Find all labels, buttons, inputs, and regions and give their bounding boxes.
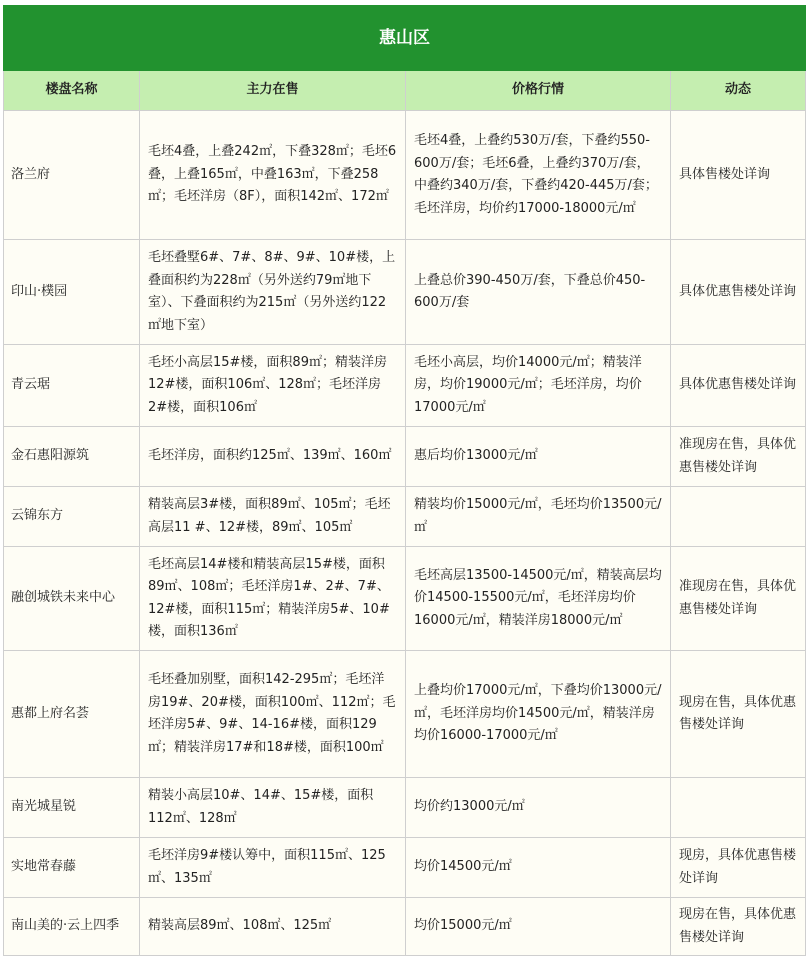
table-row <box>4 427 806 487</box>
cell-name: 金石惠阳源筑 <box>4 427 140 487</box>
cell-status: 具体优惠售楼处详询 <box>671 240 806 345</box>
cell-supply: 毛坯叠加别墅，面积142-295㎡；毛坯洋房19#、20#楼，面积100㎡、112㎡；毛坯洋房5#、9#、14-16#楼，面积129㎡；精装洋房17#和18#楼，面积100㎡ <box>140 651 406 778</box>
cell-name: 南山美的·云上四季 <box>4 898 140 956</box>
cell-status: 现房在售，具体优惠售楼处详询 <box>671 651 806 778</box>
property-table <box>3 5 806 956</box>
table-row <box>4 240 806 345</box>
header-price: 价格行情 <box>406 71 671 111</box>
cell-price: 均价15000元/㎡ <box>406 898 671 956</box>
header-name: 楼盘名称 <box>4 71 140 111</box>
cell-supply: 精装小高层10#、14#、15#楼，面积112㎡、128㎡ <box>140 778 406 838</box>
cell-name: 融创城铁未来中心 <box>4 547 140 651</box>
cell-name: 云锦东方 <box>4 487 140 547</box>
table-row <box>4 898 806 956</box>
cell-price: 上叠均价17000元/㎡，下叠均价13000元/㎡，毛坯洋房均价14500元/㎡，精装洋房均价16000-17000元/㎡ <box>406 651 671 778</box>
cell-name: 惠都上府名荟 <box>4 651 140 778</box>
table-row <box>4 487 806 547</box>
table-row <box>4 778 806 838</box>
cell-supply: 毛坯小高层15#楼，面积89㎡；精装洋房12#楼，面积106㎡、128㎡；毛坯洋房2#楼，面积106㎡ <box>140 345 406 427</box>
cell-name: 青云琚 <box>4 345 140 427</box>
cell-price: 上叠总价390-450万/套，下叠总价450-600万/套 <box>406 240 671 345</box>
table-row <box>4 345 806 427</box>
cell-supply: 精装高层89㎡、108㎡、125㎡ <box>140 898 406 956</box>
cell-name: 洛兰府 <box>4 111 140 240</box>
table-row <box>4 111 806 240</box>
cell-supply: 毛坯叠墅6#、7#、8#、9#、10#楼，上叠面积约为228㎡（另外送约79㎡地下室）、下叠面积约为215㎡（另外送约122㎡地下室） <box>140 240 406 345</box>
header-supply: 主力在售 <box>140 71 406 111</box>
cell-price: 毛坯高层13500-14500元/㎡，精装高层均价14500-15500元/㎡，毛坯洋房均价16000元/㎡，精装洋房18000元/㎡ <box>406 547 671 651</box>
cell-name: 实地常春藤 <box>4 838 140 898</box>
cell-supply: 毛坯4叠，上叠242㎡，下叠328㎡；毛坯6叠，上叠165㎡，中叠163㎡，下叠258㎡；毛坯洋房（8F），面积142㎡、172㎡ <box>140 111 406 240</box>
cell-price: 毛坯小高层，均价14000元/㎡；精装洋房，均价19000元/㎡；毛坯洋房，均价17000元/㎡ <box>406 345 671 427</box>
cell-price: 均价14500元/㎡ <box>406 838 671 898</box>
cell-status: 现房，具体优惠售楼处详询 <box>671 838 806 898</box>
cell-status: 现房在售，具体优惠售楼处详询 <box>671 898 806 956</box>
cell-name: 南光城星锐 <box>4 778 140 838</box>
cell-supply: 毛坯洋房9#楼认筹中，面积115㎡、125㎡、135㎡ <box>140 838 406 898</box>
table-title: 惠山区 <box>4 6 806 71</box>
cell-price: 惠后均价13000元/㎡ <box>406 427 671 487</box>
cell-supply: 毛坯洋房，面积约125㎡、139㎡、160㎡ <box>140 427 406 487</box>
title-row <box>4 6 806 71</box>
table-row <box>4 651 806 778</box>
cell-status: 准现房在售，具体优惠售楼处详询 <box>671 427 806 487</box>
cell-status: 准现房在售，具体优惠售楼处详询 <box>671 547 806 651</box>
header-row <box>4 71 806 111</box>
cell-price: 毛坯4叠，上叠约530万/套，下叠约550-600万/套；毛坯6叠，上叠约370万/套，中叠约340万/套，下叠约420-445万/套；毛坯洋房，均价约17000-18000元/㎡ <box>406 111 671 240</box>
cell-supply: 毛坯高层14#楼和精装高层15#楼，面积89㎡、108㎡；毛坯洋房1#、2#、7#、12#楼，面积115㎡；精装洋房5#、10#楼，面积136㎡ <box>140 547 406 651</box>
cell-status: 具体售楼处详询 <box>671 111 806 240</box>
header-status: 动态 <box>671 71 806 111</box>
cell-supply: 精装高层3#楼，面积89㎡、105㎡；毛坯高层11 #、12#楼，89㎡、105㎡ <box>140 487 406 547</box>
cell-price: 精装均价15000元/㎡，毛坯均价13500元/㎡ <box>406 487 671 547</box>
cell-status: 具体优惠售楼处详询 <box>671 345 806 427</box>
cell-status <box>671 487 806 547</box>
cell-price: 均价约13000元/㎡ <box>406 778 671 838</box>
table-row <box>4 838 806 898</box>
cell-name: 印山·樸园 <box>4 240 140 345</box>
cell-status <box>671 778 806 838</box>
table-row <box>4 547 806 651</box>
